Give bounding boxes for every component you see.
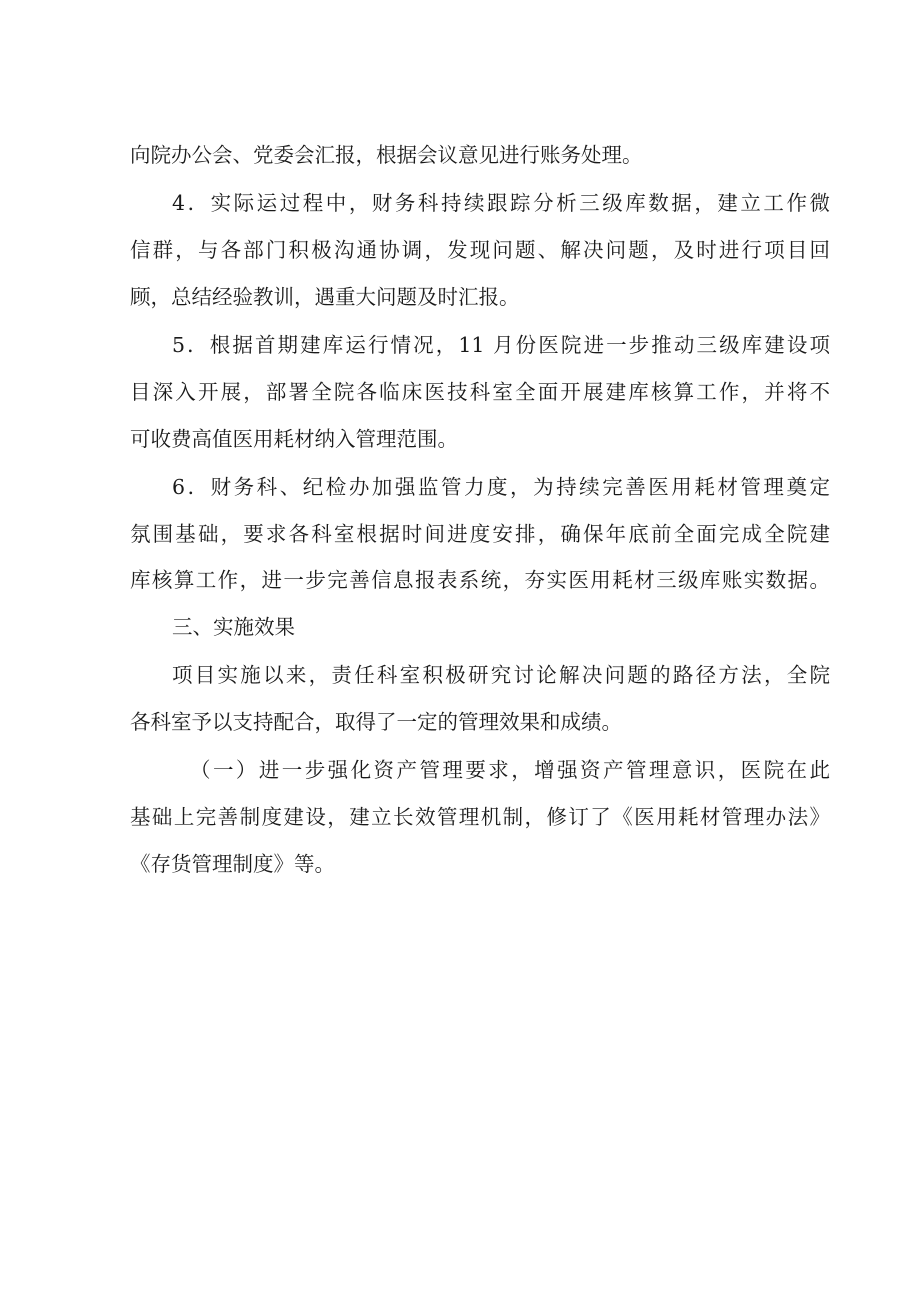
item-4-line-2: 信群，与各部门积极沟通协调，发现问题、解决问题，及时进行项目回	[130, 238, 830, 262]
item-5-line-1: 5．根据首期建库运行情况，11 月份医院进一步推动三级库建设项	[172, 333, 830, 357]
effect-paragraph-line-2: 各科室予以支持配合，取得了一定的管理效果和成绩。	[130, 710, 622, 734]
item-5-line-2: 目深入开展，部署全院各临床医技科室全面开展建库核算工作，并将不	[130, 380, 830, 404]
item-6-line-1: 6．财务科、纪检办加强监管力度，为持续完善医用耗材管理奠定	[172, 475, 830, 499]
subsection-1-line-3: 《存货管理制度》等。	[130, 852, 335, 876]
subsection-1-line-2: 基础上完善制度建设，建立长效管理机制，修订了《医用耗材管理办法》	[130, 805, 830, 829]
item-4-line-1: 4．实际运过程中，财务科持续跟踪分析三级库数据，建立工作微	[172, 191, 830, 215]
item-4-line-3: 顾，总结经验教训，遇重大问题及时汇报。	[130, 285, 520, 309]
effect-paragraph-line-1: 项目实施以来，责任科室积极研究讨论解决问题的路径方法，全院	[172, 663, 830, 687]
section-heading: 三、实施效果	[172, 615, 295, 639]
item-6-line-3: 库核算工作，进一步完善信息报表系统，夯实医用耗材三级库账实数据。	[130, 568, 830, 592]
subsection-1-line-1: （一）进一步强化资产管理要求，增强资产管理意识，医院在此	[190, 758, 830, 782]
paragraph-3-line-end: 向院办公会、党委会汇报，根据会议意见进行账务处理。	[130, 143, 643, 167]
item-6-line-2: 氛围基础，要求各科室根据时间进度安排，确保年底前全面完成全院建	[130, 522, 830, 546]
item-5-line-3: 可收费高值医用耗材纳入管理范围。	[130, 427, 458, 451]
